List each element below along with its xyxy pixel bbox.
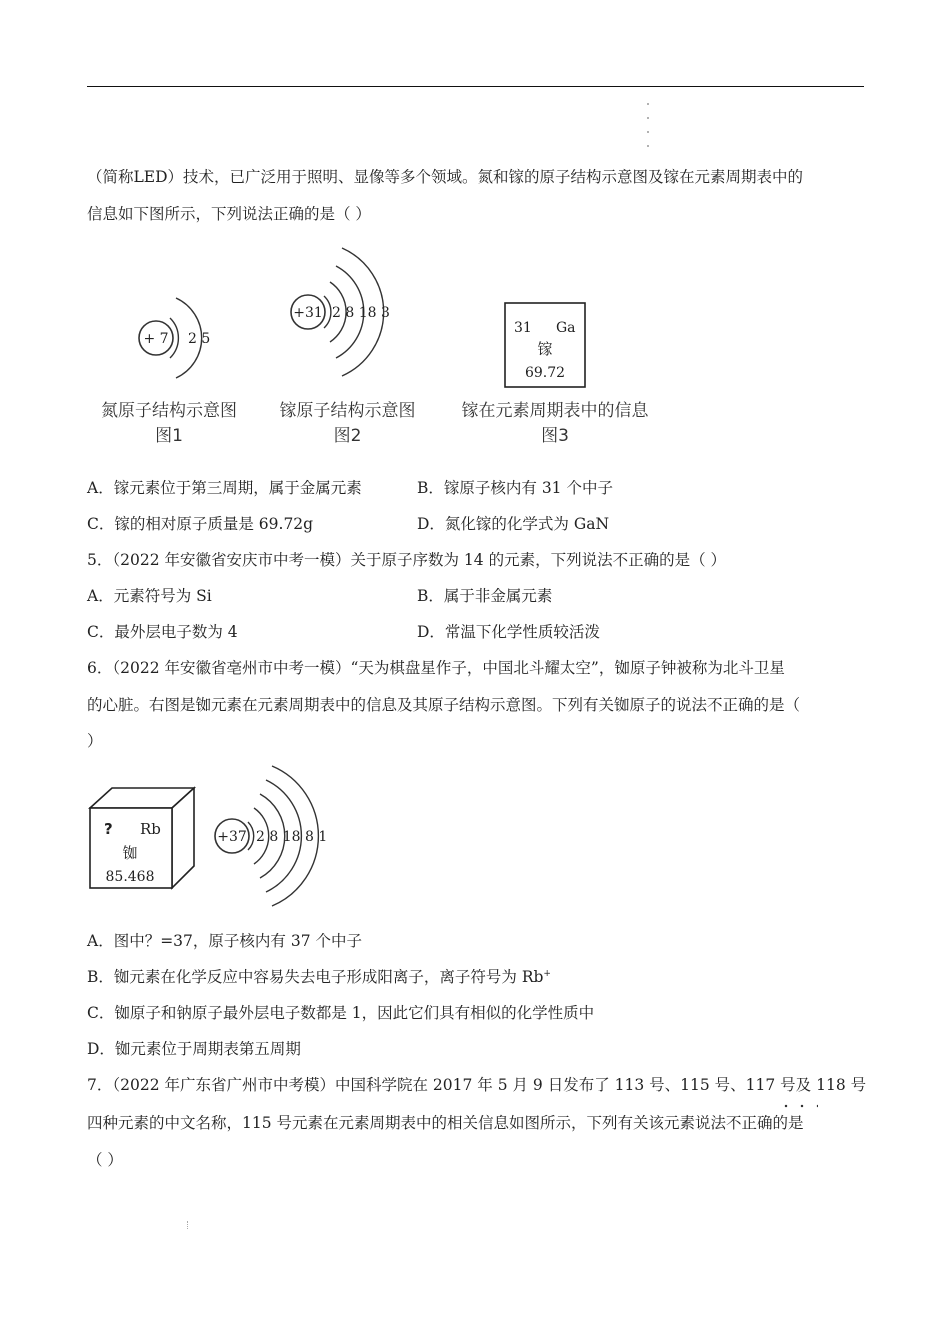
q6-stem-line-3: ） <box>87 732 103 750</box>
q5-option-a: A．元素符号为 Si <box>87 587 212 605</box>
fig2-label: 图2 <box>333 426 362 446</box>
fig1-caption: 氮原子结构示意图 <box>101 401 237 421</box>
fig3-number: 31 <box>514 320 532 336</box>
rb-nucleus: +37 <box>217 829 247 845</box>
fig2-caption: 镓原子结构示意图 <box>279 401 416 421</box>
intro-line-1: （简称LED）技术，已广泛用于照明、显像等多个领域。氮和镓的原子结构示意图及镓在元素周期表中的 <box>87 168 804 186</box>
q6-option-a: A．图中？=37，原子核内有 37 个中子 <box>87 932 362 950</box>
nitrogen-atom-diagram <box>130 288 220 388</box>
q6-stem-line-1: 6．（2022 年安徽省亳州市中考一模）“天为棋盘星作子，中国北斗耀太空”，铷原子钟被称为北斗卫星 <box>87 659 785 677</box>
rubidium-atom-diagram <box>212 762 342 910</box>
q5-option-c: C．最外层电子数为 4 <box>87 623 238 641</box>
gallium-atom-diagram <box>286 238 396 386</box>
q7-stem-line-3: （ ） <box>87 1151 123 1169</box>
q6-option-c: C．铷原子和钠原子最外层电子数都是 1，因此它们具有相似的化学性质中 <box>87 1004 595 1022</box>
fig2-nucleus: +31 <box>293 305 323 321</box>
q6-stem-line-2: 的心脏。右图是铷元素在元素周期表中的信息及其原子结构示意图。下列有关铷原子的说法不正确的是（ <box>87 696 801 714</box>
fig1-shells: 2 5 <box>188 331 211 347</box>
q6-option-b <box>87 967 551 987</box>
margin-dots <box>646 97 650 157</box>
emphasis-dots <box>778 1104 818 1108</box>
cube-mass: 85.468 <box>105 869 155 885</box>
fig3-symbol: Ga <box>556 320 576 336</box>
q5-option-b: B．属于非金属元素 <box>417 587 553 605</box>
cube-symbol: Rb <box>140 820 161 838</box>
q6-option-b-charge: + <box>543 969 551 979</box>
cube-number: ? <box>104 820 113 838</box>
q6-option-d: D．铷元素位于周期表第五周期 <box>87 1040 301 1058</box>
fig1-nucleus: + 7 <box>143 331 169 347</box>
rubidium-element-cube <box>88 786 198 892</box>
header-rule <box>87 86 864 87</box>
q7-stem-line-1: 7．（2022 年广东省广州市中考模）中国科学院在 2017 年 5 月 9 日发布了 113 号、115 号、117 号及 118 号 <box>87 1076 867 1094</box>
q4-option-c: C．镓的相对原子质量是 69.72g <box>87 515 314 533</box>
q4-option-d: D．氮化镓的化学式为 GaN <box>417 515 610 533</box>
fig2-shells: 2 8 18 3 <box>332 305 390 321</box>
intro-line-2: 信息如下图所示，下列说法正确的是（ ） <box>87 205 371 223</box>
margin-mark <box>187 1221 190 1229</box>
rb-shells: 2 8 18 8 1 <box>256 829 328 845</box>
cube-name: 铷 <box>122 844 138 862</box>
fig3-mass: 69.72 <box>524 365 566 381</box>
fig3-label: 图3 <box>541 426 569 446</box>
q4-option-b: B．镓原子核内有 31 个中子 <box>417 479 613 497</box>
q6-option-b-text: B．铷元素在化学反应中容易失去电子形成阳离子，离子符号为 Rb <box>87 968 544 986</box>
q7-stem-line-2: 四种元素的中文名称，115 号元素在元素周期表中的相关信息如图所示，下列有关该元素说法不正确的是 <box>87 1114 804 1132</box>
fig3-caption: 镓在元素周期表中的信息 <box>461 401 649 421</box>
q4-option-a: A．镓元素位于第三周期，属于金属元素 <box>87 479 362 497</box>
fig3-name: 镓 <box>537 340 553 358</box>
gallium-element-cell <box>504 302 588 390</box>
fig1-label: 图1 <box>155 426 183 446</box>
q5-option-d: D．常温下化学性质较活泼 <box>417 623 600 641</box>
q5-stem: 5．（2022 年安徽省安庆市中考一模）关于原子序数为 14 的元素，下列说法不正确的是（ ） <box>87 551 726 569</box>
